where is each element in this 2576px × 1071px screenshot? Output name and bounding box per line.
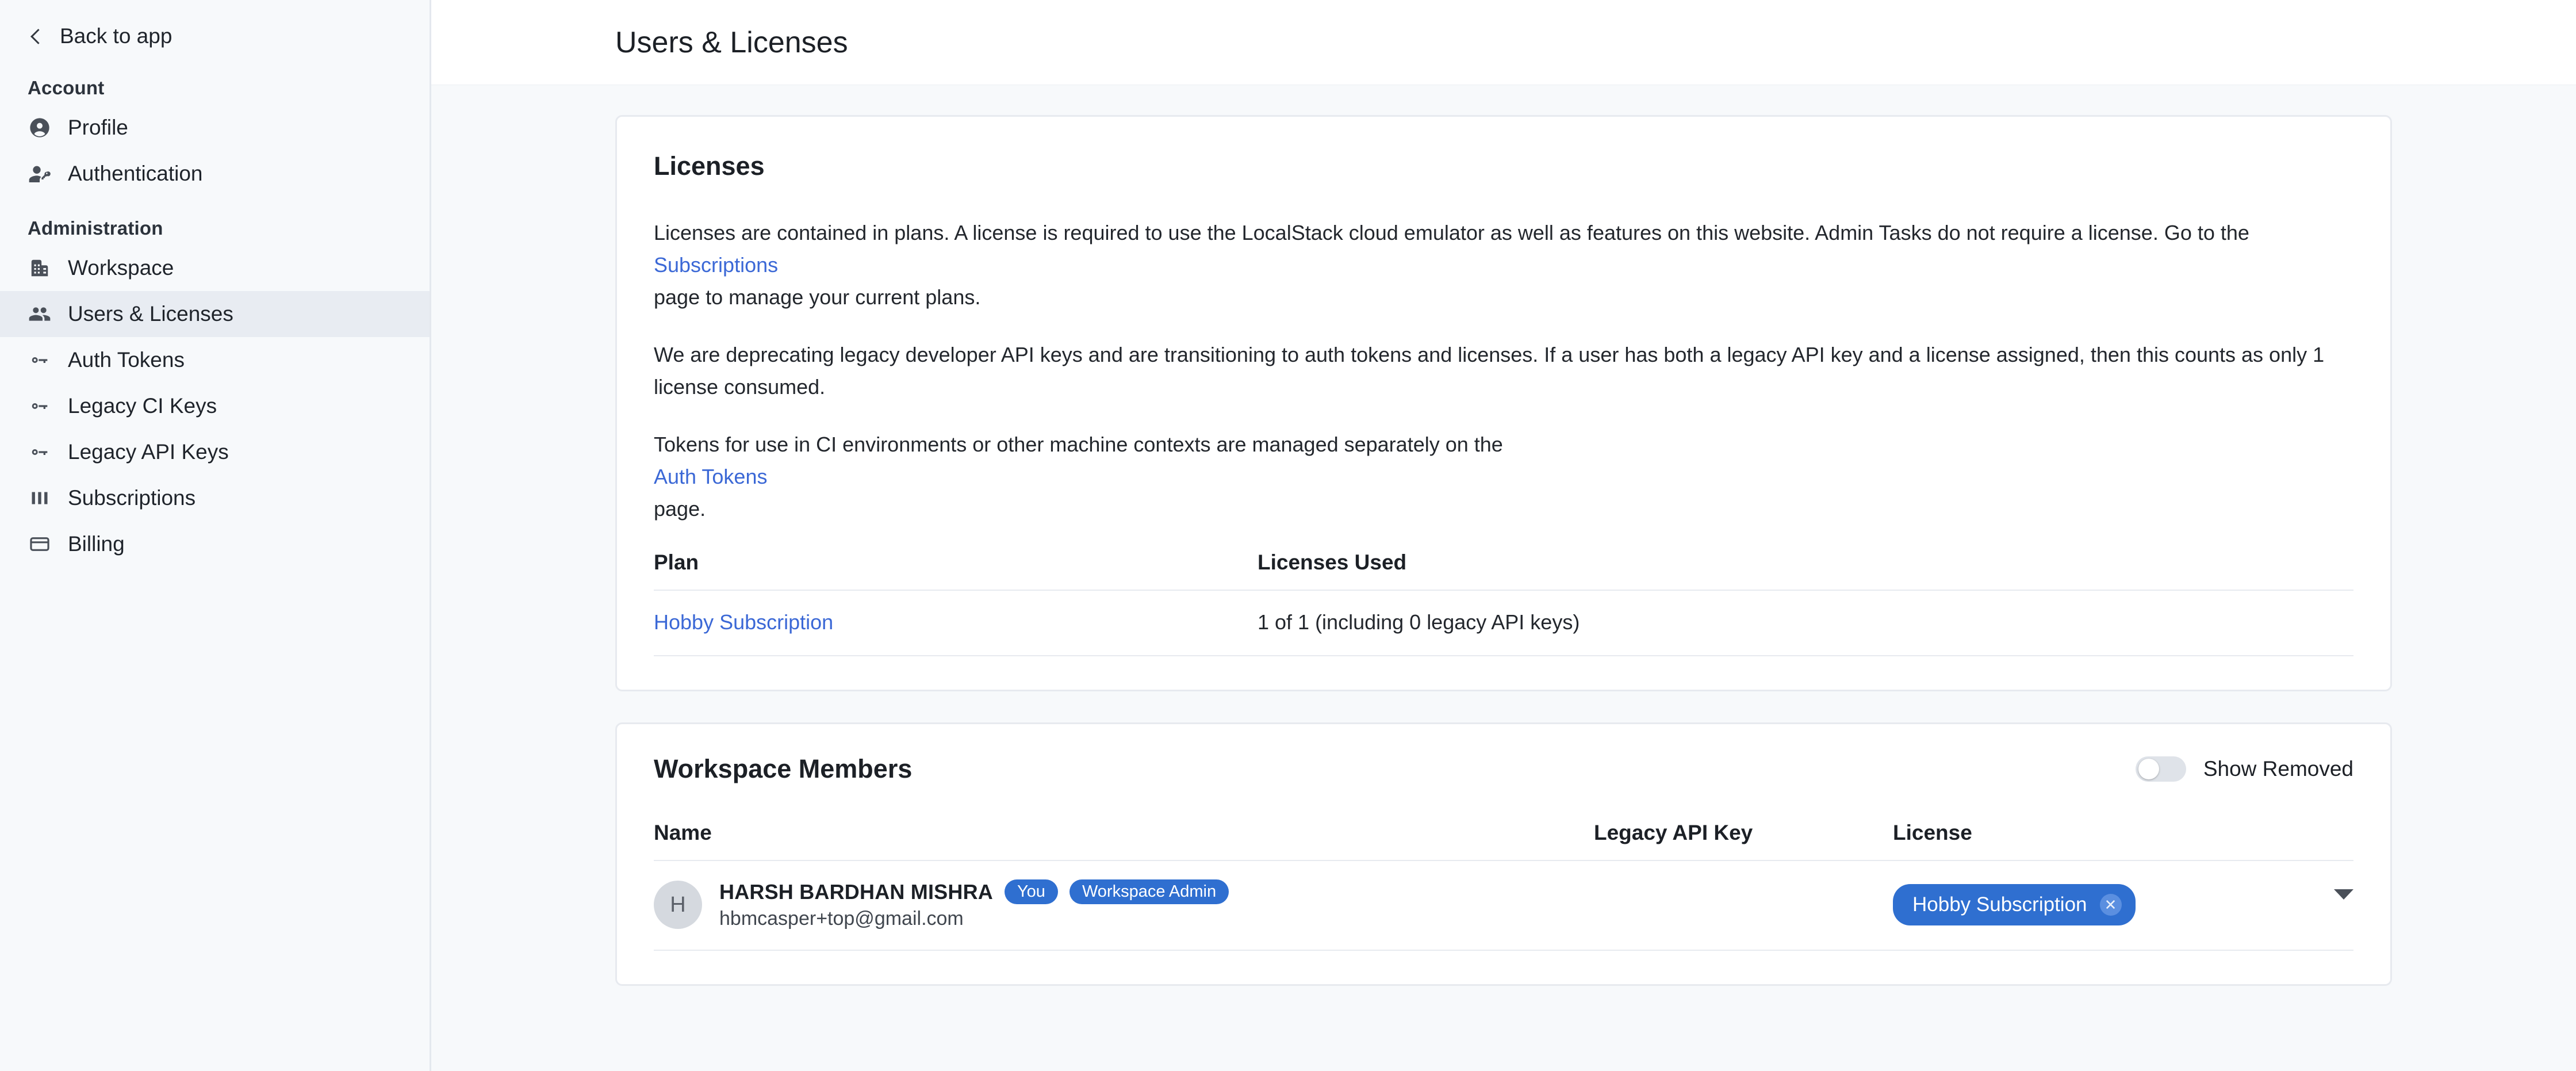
key-icon xyxy=(28,440,52,464)
subscriptions-link[interactable]: Subscriptions xyxy=(654,253,779,277)
licenses-card-title: Licenses xyxy=(654,151,765,181)
badge-workspace-admin: Workspace Admin xyxy=(1070,879,1229,904)
licenses-paragraph-3-text: Tokens for use in CI environments or other machine contexts are managed separately on the xyxy=(654,433,1503,456)
licenses-paragraph-2: We are deprecating legacy developer API keys and are transitioning to auth tokens and licenses. If a user has both a legacy API key and a license assigned, then this counts as only 1 license consumed. xyxy=(654,343,2325,399)
avatar: H xyxy=(654,881,702,929)
member-name-cell xyxy=(654,860,1594,950)
page-header xyxy=(431,0,2576,85)
sidebar-item-label: Subscriptions xyxy=(68,486,196,510)
member-name: HARSH BARDHAN MISHRA xyxy=(719,879,993,904)
member-actions-cell xyxy=(2284,860,2353,950)
member-email: hbmcasper+top@gmail.com xyxy=(719,908,964,930)
sidebar-item-label: Legacy CI Keys xyxy=(68,394,217,418)
show-removed-toggle[interactable] xyxy=(2136,756,2186,782)
sidebar-item-label: Authentication xyxy=(68,162,203,185)
members-col-name: Name xyxy=(654,821,1594,860)
members-table xyxy=(654,821,2353,951)
back-to-app-button[interactable] xyxy=(0,16,430,56)
sidebar-group-title-account: Account xyxy=(28,77,105,98)
licenses-paragraph-3-tail: page. xyxy=(654,497,706,521)
members-col-license: License xyxy=(1893,821,2284,860)
close-icon[interactable]: ✕ xyxy=(2100,894,2122,916)
auth-tokens-link[interactable]: Auth Tokens xyxy=(654,465,768,488)
sidebar-item-billing[interactable] xyxy=(0,521,430,567)
main-area xyxy=(431,0,2576,1071)
show-removed-label: Show Removed xyxy=(2203,757,2353,781)
table-row xyxy=(654,590,2353,656)
licenses-paragraph-1 xyxy=(654,217,2353,313)
page-content xyxy=(431,85,2576,986)
sidebar-item-subscriptions[interactable] xyxy=(0,475,430,521)
member-license-cell xyxy=(1893,860,2284,950)
licenses-row-plan-cell xyxy=(654,590,1258,656)
license-pill[interactable] xyxy=(1893,884,2136,925)
licenses-col-plan: Plan xyxy=(654,550,1258,590)
licenses-table xyxy=(654,550,2353,656)
back-to-app-label: Back to app xyxy=(60,24,172,48)
hobby-subscription-link[interactable]: Hobby Subscription xyxy=(654,610,834,634)
members-table-header-row xyxy=(654,821,2353,860)
building-icon xyxy=(28,256,52,280)
user-circle-icon xyxy=(28,116,52,140)
member-identity xyxy=(654,879,1594,930)
licenses-col-used: Licenses Used xyxy=(1258,550,2353,590)
licenses-table-header-row xyxy=(654,550,2353,590)
key-icon xyxy=(28,348,52,372)
workspace-members-card xyxy=(615,722,2392,986)
columns-icon xyxy=(28,486,52,510)
badge-you: You xyxy=(1005,879,1058,904)
members-col-legacy-api-key: Legacy API Key xyxy=(1594,821,1893,860)
chevron-left-icon xyxy=(28,28,45,45)
key-icon xyxy=(28,394,52,418)
members-card-title: Workspace Members xyxy=(654,754,913,783)
sidebar-item-label: Billing xyxy=(68,532,125,556)
user-key-icon xyxy=(28,162,52,186)
table-row xyxy=(654,860,2353,950)
sidebar-item-label: Auth Tokens xyxy=(68,348,185,372)
member-name-row xyxy=(719,879,1229,904)
sidebar-item-auth-tokens[interactable] xyxy=(0,337,430,383)
licenses-paragraph-3 xyxy=(654,429,2353,525)
sidebar xyxy=(0,0,431,1071)
member-info xyxy=(719,879,1229,930)
member-legacy-api-key-cell xyxy=(1594,860,1893,950)
sidebar-item-label: Legacy API Keys xyxy=(68,440,229,464)
sidebar-item-profile[interactable] xyxy=(0,105,430,151)
sidebar-item-label: Workspace xyxy=(68,256,174,280)
sidebar-item-legacy-ci-keys[interactable] xyxy=(0,383,430,429)
show-removed-control[interactable] xyxy=(2136,756,2353,782)
license-pill-label: Hobby Subscription xyxy=(1912,893,2087,916)
sidebar-item-label: Profile xyxy=(68,116,128,139)
members-col-actions xyxy=(2284,821,2353,860)
sidebar-item-workspace[interactable] xyxy=(0,245,430,291)
sidebar-item-authentication[interactable] xyxy=(0,151,430,197)
chevron-down-icon[interactable] xyxy=(2334,889,2353,909)
sidebar-item-users-and-licenses[interactable] xyxy=(0,291,430,337)
sidebar-item-label: Users & Licenses xyxy=(68,302,233,326)
licenses-paragraph-1-text: Licenses are contained in plans. A license is required to use the LocalStack cloud emulator as well as features on this website. Admin Tasks do not require a license. Go to the xyxy=(654,221,2249,244)
sidebar-item-legacy-api-keys[interactable] xyxy=(0,429,430,475)
toggle-knob xyxy=(2138,759,2159,779)
licenses-card xyxy=(615,115,2392,691)
sidebar-group-title-administration: Administration xyxy=(28,217,163,239)
credit-card-icon xyxy=(28,532,52,556)
licenses-row-used-cell: 1 of 1 (including 0 legacy API keys) xyxy=(1258,590,2353,656)
page-title: Users & Licenses xyxy=(615,25,848,59)
licenses-paragraph-1-tail: page to manage your current plans. xyxy=(654,285,981,309)
members-card-header xyxy=(654,754,2353,784)
users-icon xyxy=(28,302,52,326)
